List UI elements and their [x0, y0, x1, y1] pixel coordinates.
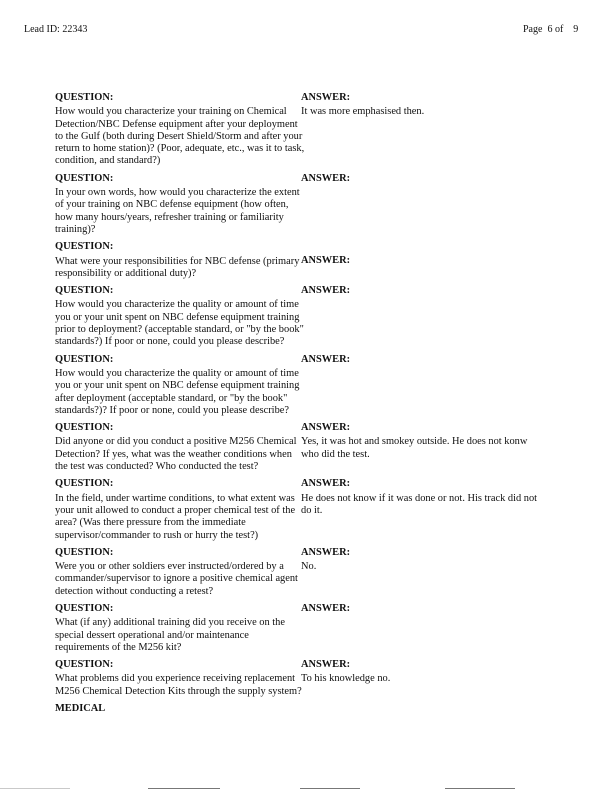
qa-row [55, 92, 555, 168]
scan-artifact [445, 788, 515, 789]
qa-row [55, 603, 555, 654]
answer-label: ANSWER: [301, 92, 351, 103]
page-total: 9 [573, 24, 579, 35]
question-text: What problems did you experience receiving replacement M256 Chemical Detection Kits through the supply system? [55, 673, 302, 697]
question-label: QUESTION: [55, 172, 114, 184]
answer-block [301, 241, 546, 269]
question-label: QUESTION: [55, 422, 114, 434]
page-label: Page [523, 24, 543, 35]
question-label: QUESTION: [55, 602, 114, 614]
question-text: How would you characterize the quality or amount of time you or your unit spent on NBC defense equipment training prior to deployment? (acceptable standard, or "by the book" standards?) If poor or none, could you please describe? [55, 299, 304, 348]
question-block [55, 659, 305, 698]
question-text: What were your responsibilities for NBC defense (primary responsibility or additional duty)? [55, 255, 300, 279]
qa-row [55, 241, 555, 280]
answer-block [301, 354, 546, 368]
answer-text: No. [301, 561, 317, 573]
answer-block [301, 92, 546, 119]
question-block [55, 285, 305, 348]
question-block [55, 173, 305, 236]
question-label: QUESTION: [55, 285, 114, 297]
answer-block [301, 603, 546, 617]
qa-row [55, 285, 555, 348]
question-label: QUESTION: [55, 659, 114, 671]
lead-id: Lead ID: 22343 [24, 24, 88, 35]
question-text: Were you or other soldiers ever instructed/ordered by a commander/supervisor to ignore a positive chemical agent detection without conducting a retest? [55, 561, 298, 597]
answer-text: He does not know if it was done or not. His track did not do it. [301, 492, 538, 516]
question-block [55, 547, 305, 598]
answer-block [301, 659, 546, 686]
question-text: What (if any) additional training did you receive on the special dessert operational and/or maintenance requirements of the M256 kit? [55, 617, 285, 653]
answer-label: ANSWER: [301, 172, 351, 184]
answer-text: To his knowledge no. [301, 673, 391, 685]
answer-text: Yes, it was hot and smokey outside. He does not konw who did the test. [301, 436, 528, 460]
qa-row [55, 354, 555, 417]
scan-artifact [300, 788, 360, 789]
question-block [55, 422, 305, 473]
scan-artifact [148, 788, 220, 789]
qa-row [55, 173, 555, 236]
answer-text: It was more emphasised then. [301, 106, 425, 118]
answer-label: ANSWER: [301, 255, 351, 267]
answer-block [301, 285, 546, 299]
of-label: of [554, 24, 564, 35]
qa-row [55, 478, 555, 541]
question-label: QUESTION: [55, 241, 114, 253]
answer-block [301, 547, 546, 574]
question-label: QUESTION: [55, 478, 114, 490]
answer-block [301, 422, 546, 461]
question-label: QUESTION: [55, 546, 114, 558]
question-block [55, 478, 305, 541]
scan-artifact [0, 788, 70, 789]
question-text: In your own words, how would you characterize the extent of your training on NBC defense equipment (how often, how many hours/years, refresher training or familiarity training)? [55, 187, 300, 235]
answer-label: ANSWER: [301, 602, 351, 614]
answer-block [301, 173, 546, 187]
section-heading-medical: MEDICAL [55, 703, 106, 715]
answer-label: ANSWER: [301, 422, 351, 434]
qa-list [55, 92, 555, 715]
qa-row [55, 422, 555, 473]
page-number: 6 [547, 24, 553, 35]
answer-label: ANSWER: [301, 478, 351, 490]
question-block [55, 354, 305, 417]
answer-label: ANSWER: [301, 285, 351, 297]
question-text: How would you characterize the quality or amount of time you or your unit spent on NBC defense equipment training after deployment (acceptable standard, or "by the book" standards?)? If poor or none, could you please describe? [55, 367, 300, 416]
answer-label: ANSWER: [301, 546, 351, 558]
page-indicator [523, 24, 578, 36]
qa-row [55, 547, 555, 598]
question-text: How would you characterize your training on Chemical Detection/NBC Defense equipment after your deployment to the Gulf (both during Desert Shield/Storm and after your return to home station)? (Poor, adequate, etc., was it to task, condition, and standard?) [55, 106, 305, 167]
question-text: In the field, under wartime conditions, to what extent was your unit allowed to conduct a proper chemical test of the area? (Was there pressure from the immediate supervisor/commander to rush or hurry the test?) [55, 492, 296, 541]
question-block [55, 603, 305, 654]
question-text: Did anyone or did you conduct a positive M256 Chemical Detection? If yes, what was the weather conditions when the test was conducted? Who conducted the test? [55, 436, 297, 473]
question-block [55, 92, 305, 168]
answer-label: ANSWER: [301, 659, 351, 671]
answer-block [301, 478, 546, 517]
question-label: QUESTION: [55, 92, 114, 103]
answer-label: ANSWER: [301, 353, 351, 365]
question-label: QUESTION: [55, 353, 114, 365]
question-block [55, 241, 305, 280]
qa-row [55, 659, 555, 698]
